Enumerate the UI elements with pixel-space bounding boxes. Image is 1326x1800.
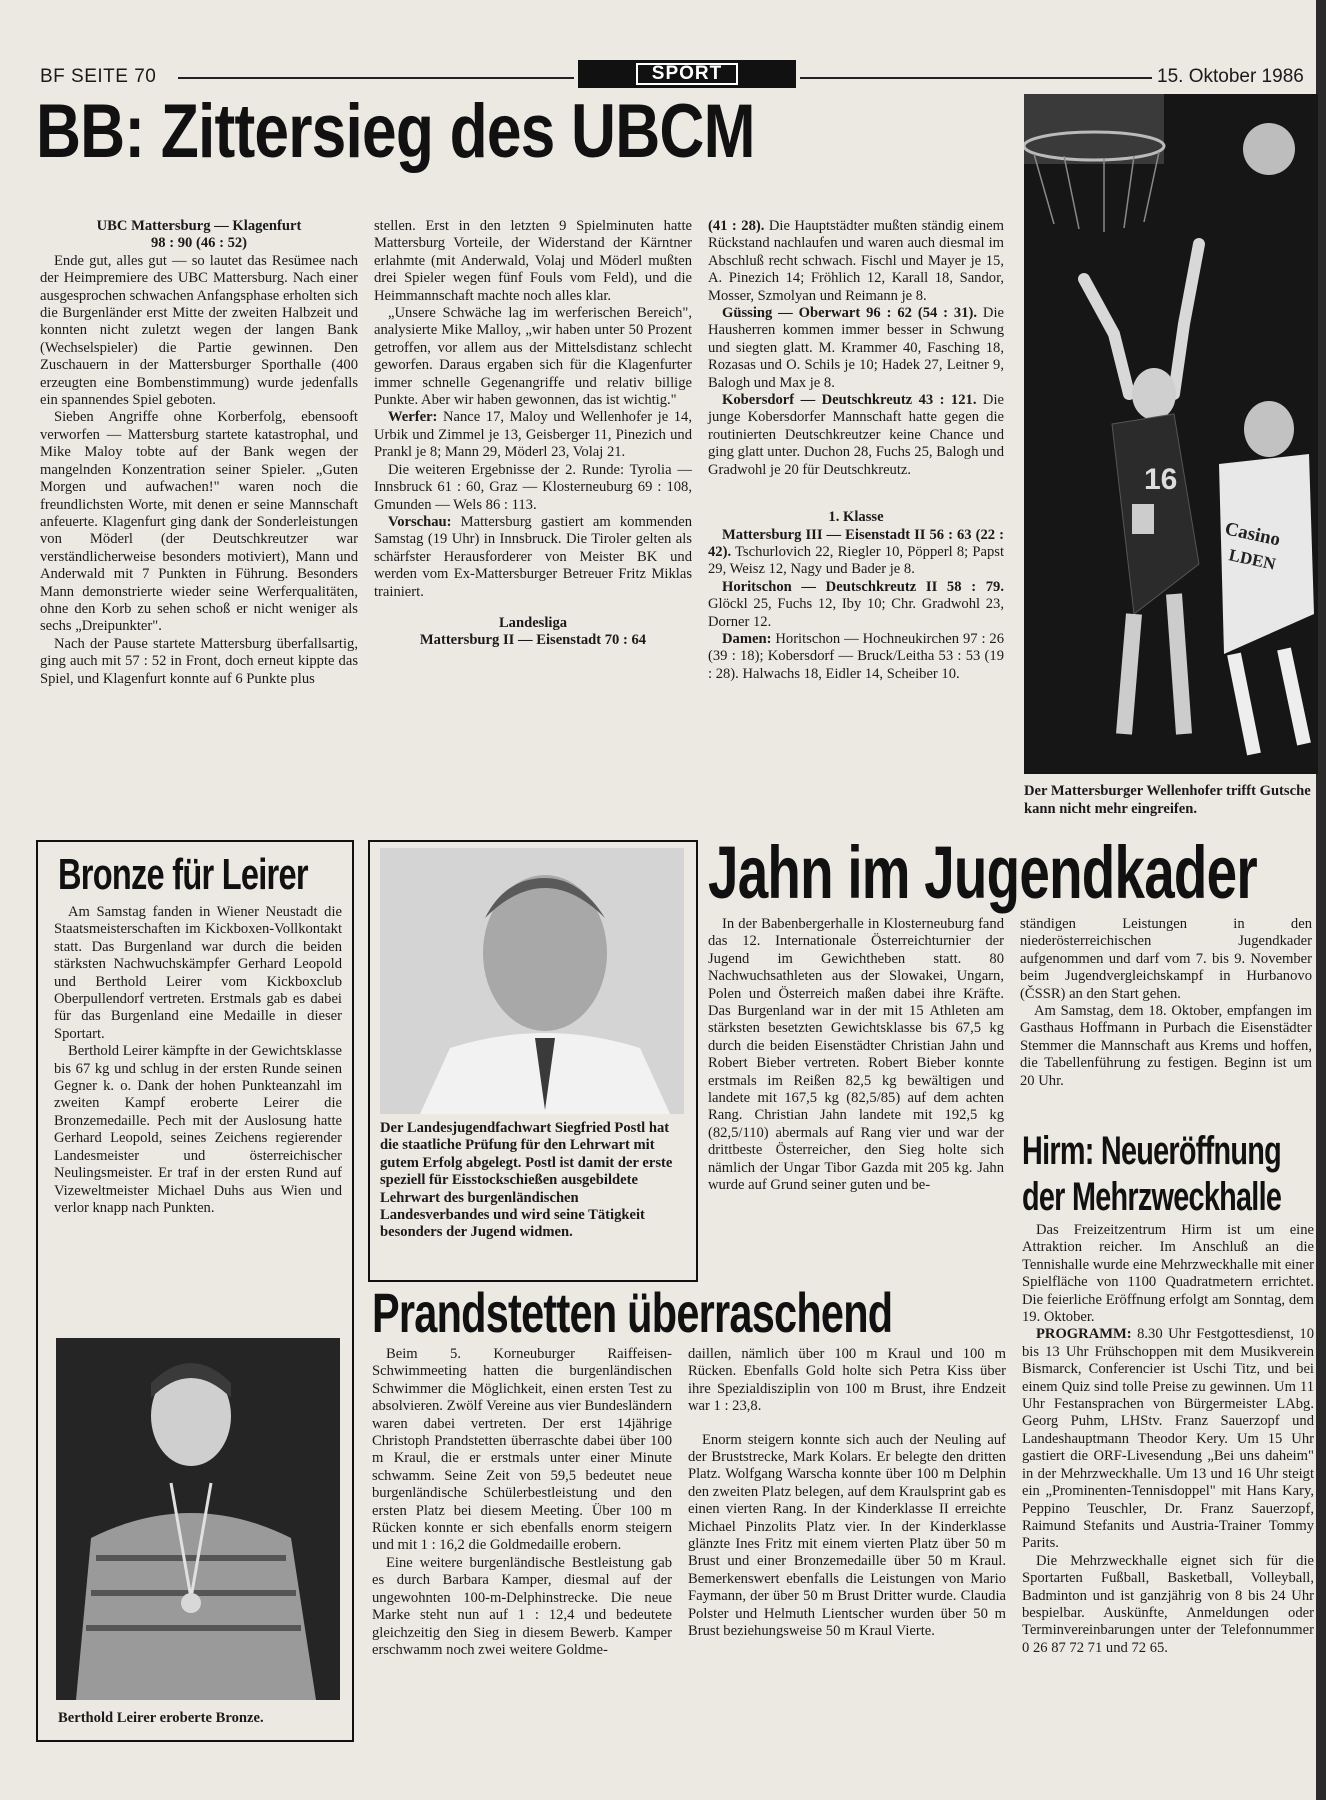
guessing-result: Güssing — Oberwart 96 : 62 (54 : 31). <box>722 305 978 322</box>
match-score: 98 : 90 (46 : 52) <box>150 235 248 252</box>
vorschau-label: Vorschau: <box>388 513 452 530</box>
issue-date: 15. Oktober 1986 <box>1157 66 1304 87</box>
prandstetten-headline: Prandstetten überraschend <box>372 1281 893 1344</box>
header-rule-right <box>800 77 1152 79</box>
guessing-text: Die Hausherren kommen immer besser in Schwung und siegten glatt. M. Krammer 40, Fasching 18, Rozasas und O. Schils je 10; Hadek 27, Leitner 9, Balogh und Max je 8. <box>708 305 1004 391</box>
postl-caption: Der Landesjugendfachwart Siegfried Postl hat die staatliche Prüfung für den Lehrwart mit gutem Erfolg abgelegt. Postl ist damit der erste speziell für Eisstockschießen ausgebildete Lehrwart des burgenländischen Landesverbandes und wird seine Tätigkeit besonders der Jugend widmen. <box>380 1120 673 1241</box>
header-rule-left <box>178 77 574 79</box>
vorschau-paragraph <box>374 514 692 601</box>
basketball-column-2 <box>374 218 692 650</box>
landesliga-halftime: (41 : 28). <box>708 218 765 234</box>
basketball-photo-caption: Der Mattersburger Wellenhofer trifft Gutsche kann nicht mehr eingreifen. <box>1024 783 1311 817</box>
prandstetten-column-1 <box>372 1346 672 1659</box>
basketball-paragraph: stellen. Erst in den letzten 9 Spielminuten hatte Mattersburg Vorteile, der Widerstand der Kärntner erlahmte (mit Anderwald, Volaj und Möderl mußten drei Spieler wegen fünf Fouls vom Feld), und die Heimmannschaft machte noch alles klar. <box>374 218 692 304</box>
prandstetten-paragraph: Eine weitere burgenländische Bestleistung gab es durch Barbara Kamper, diesmal auf der ungewohnten 100-m-Delphinstrecke. Die neue Marke steht nun auf 1 : 12,4 und bedeutete gleichzeitig den Sieg in diesem Bewerb. Kamper erschwamm noch zwei weitere Goldme- <box>372 1554 672 1658</box>
hirm-headline-line-1: Hirm: Neueröffnung <box>1022 1129 1282 1173</box>
programm-label: PROGRAMM: <box>1036 1326 1132 1343</box>
klasse-result-1: Mattersburg III — Eisenstadt II 56 : 63 (22 : 42). <box>708 526 1004 560</box>
section-label <box>578 60 796 88</box>
jersey-number: 16 <box>1144 463 1178 496</box>
vorschau-text: Mattersburg gastiert am kommenden Samstag (19 Uhr) in Innsbruck. Die Tiroler gelten als schärfster Herausforderer von Meister BK und werden vom Ex-Mattersburger Betreuer Fritz Miklas trainiert. <box>374 513 692 600</box>
damen-label: Damen: <box>722 630 772 647</box>
basketball-paragraph: Ende gut, alles gut — so lautet das Resümee nach der Heimpremiere des UBC Mattersburg. Nach einer ausgesprochen schwachen Anfangsphase erholten sich die Burgenländer erst Mitte der zweiten Halbzeit und konnten nicht zuletzt wegen der langen Bank (Wechselspieler) die Partie gewinnen. Den Zuschauern in der Mattersburger Sporthalle (400 erzeugten eine Bombenstimmung) wurde jedenfalls ein spannendes Spiel geboten. <box>40 252 358 409</box>
basketball-column-3 <box>708 218 1004 683</box>
page-number: BF SEITE 70 <box>40 66 157 87</box>
basketball-paragraph: „Unsere Schwäche lag im werferischen Bereich", analysierte Mike Malloy, „wir haben unter 50 Prozent getroffen, vor allem aus der Mittelsdistanz schlecht geworfen. Daraus ergaben sich für die Klagenfurter immer schnelle Gegenangriffe und relativ billige Punkte. Aber wir haben gewonnen, das ist wichtig." <box>374 305 692 409</box>
jersey-sponsor-2: LDEN <box>1227 545 1278 574</box>
hirm-paragraph: Die Mehrzweckhalle eignet sich für die Sportarten Fußball, Basketball, Volleyball, Badminton und ist ganzjährig von 8 bis 24 Uhr bespielbar. Auskünfte, Anmeldungen oder Terminvereinbarungen unter der Telefonnummer 0 26 87 72 71 und 72 65. <box>1022 1552 1314 1656</box>
klasse-text-1: Tschurlovich 22, Riegler 10, Pöpperl 8; Papst 29, Weisz 12, Nagy und Bader je 8. <box>708 543 1004 578</box>
klasse-result-2: Horitschon — Deutschkreutz II 58 : 79. <box>722 578 1004 595</box>
leirer-photo-illustration <box>56 1338 340 1700</box>
prandstetten-paragraph: daillen, nämlich über 100 m Kraul und 100 m Rücken. Ebenfalls Gold holte sich Petra Kiss über ihre Spezialdisziplin von 100 m Brust, ihre Endzeit war 1 : 23,8. <box>688 1346 1006 1415</box>
section-label-text: SPORT <box>636 63 738 85</box>
hirm-paragraph: Das Freizeitzentrum Hirm ist um eine Attraktion reicher. Im Anschluß an die Tennishalle wurde eine Mehrzweckhalle mit einer Spielfläche von 1100 Quadratmetern errichtet. Die feierliche Eröffnung erfolgt am Sonntag, dem 19. Oktober. <box>1022 1222 1314 1326</box>
hirm-headline-line-2: der Mehrzweckhalle <box>1022 1175 1282 1219</box>
match-title: UBC Mattersburg — Klagenfurt <box>96 218 302 234</box>
klasse-text-2: Glöckl 25, Fuchs 12, Iby 10; Chr. Gradwohl 23, Dorner 12. <box>708 596 1004 630</box>
programm-text: 8.30 Uhr Festgottesdienst, 10 bis 13 Uhr Frühschoppen mit dem Musikverein Bismarck, Conferencier ist Uschi Titz, und bei einem Quiz sind tolle Preise zu gewinnen. Um 11 Uhr Festansprachen von Bürgermeister LAbg. Georg Puhm, LHStv. Franz Sauerzopf und Landeshauptmann Theodor Kery. Um 15 Uhr gastiert die ORF-Livesendung „Bei uns daheim" in der Mehrzweckhalle. Um 13 und 16 Uhr steigt ein „Prominenten-Tennisdoppel" mit Hans Kary, Peppino Teuschler, Dr. Franz Sauerzopf, Raimund Stefanits und Austria-Trainer Tommy Parits. <box>1022 1326 1314 1552</box>
basketball-paragraph: Sieben Angriffe ohne Korberfolg, ebensooft verworfen — Mattersburg startete katastrophal, und Mike Maloy tobte auf der Bank wegen der mangelnden Konzentration seiner Spieler. „Guten Morgen und aufwachen!" waren noch die freundlichsten Worte, mit denen er seine Mannschaft anfeuerte. Klagenfurt ging dank der Sonderleistungen von Möderl (der Deutschkreutzer war verständlicherweise besonders motiviert), Mann und Anderwald mit 7 Punkten in Führung. Besonders Mann demonstrierte wieder seine Werferqualitäten, ohne den Korb zu sehen schoß er nicht weniger als sechs „Dreipunkter". <box>40 409 358 635</box>
basketball-paragraph: Nach der Pause startete Mattersburg überfallsartig, ging auch mit 57 : 52 in Front, doch erneut kippte das Spiel, und Klagenfurt konnte auf 6 Punkte plus <box>40 635 358 687</box>
kobersdorf-result: Kobersdorf — Deutschkreutz 43 : 121. <box>722 392 977 409</box>
jahn-paragraph: ständigen Leistungen in den niederösterreichischen Jugendkader aufgenommen und darf vom 7. bis 9. November beim Jugendvergleichskampf in Hurbanovo (ČSSR) an den Start gehen. <box>1020 916 1312 1002</box>
weitere-results: Die weiteren Ergebnisse der 2. Runde: Tyrolia — Innsbruck 61 : 60, Graz — Klosterneuburg 69 : 108, Gmunden — Wels 86 : 113. <box>374 461 692 513</box>
leirer-photo <box>56 1338 340 1700</box>
basketball-photo <box>1024 94 1318 774</box>
jersey-sponsor: Casino <box>1222 518 1283 551</box>
leirer-photo-caption: Berthold Leirer eroberte Bronze. <box>58 1710 264 1726</box>
bronze-paragraph: Berthold Leirer kämpfte in der Gewichtsklasse bis 67 kg und schlug in der ersten Runde seinen Gegner k. o. Dank der hohen Punkteanzahl im zweiten Kampf eroberte Leirer die Bronzemedaille. Pech mit der Auslosung hatte Gerhard Leopold, seines Zeichens regierender Landesmeister und österreichischer Neulingsmeister. Er traf in der ersten Rund auf Vizeweltmeister Michael Duhs aus Wien und verlor knapp nach Punkten. <box>54 1043 342 1216</box>
damen-text: Horitschon — Hochneukirchen 97 : 26 (39 : 18); Kobersdorf — Bruck/Leitha 53 : 53 (19 : 28). Halwachs 18, Eidler 14, Scheiber 10. <box>708 630 1004 682</box>
landesliga-match: Mattersburg II — Eisenstadt 70 : 64 <box>419 632 647 649</box>
klasse-heading: 1. Klasse <box>828 509 884 526</box>
basketball-headline: BB: Zittersieg des UBCM <box>36 89 755 174</box>
jahn-column-2 <box>1020 916 1312 1090</box>
jahn-column-1 <box>708 916 1004 1195</box>
jahn-headline: Jahn im Jugendkader <box>708 831 1257 914</box>
hirm-text <box>1022 1222 1314 1657</box>
jahn-paragraph: In der Babenbergerhalle in Klosterneuburg fand das 12. Internationale Österreichturnier der Jugend im Gewichtheben statt. 80 Nachwuchsathleten aus der Slowakei, Ungarn, Polen und Österreich maßen dabei ihre Kräfte. Das Burgenland war in der mit 15 Athleten am stärksten besetzten Gewichtsklasse bis 67,5 kg durch die beiden Eisenstädter Christian Jahn und Robert Bieber vertreten. Robert Bieber konnte erstmals im Reißen 82,5 kg bewältigen und landete mit 167,5 kg (82,5/85) auf dem achten Rang. Christian Jahn landete mit 192,5 kg (82,5/110) abermals auf Rang vier und war der drittbeste Österreicher, den Sieg holte sich nämlich der Ungar Tibor Gazda mit 205 kg. Jahn wurde auf Grund seiner guten und be- <box>708 916 1004 1194</box>
prandstetten-column-2 <box>688 1346 1006 1641</box>
landesliga-text: Die Hauptstädter mußten ständig einem Rückstand nachlaufen und waren auch diesmal im Abschluß recht schwach. Fischl und Mayer je 15, A. Pinezich 14; Fröhlich 12, Karall 18, Sandor, Mosser, Szmolyan und Reimann je 8. <box>708 218 1004 304</box>
postl-photo <box>380 848 684 1114</box>
prandstetten-paragraph: Beim 5. Korneuburger Raiffeisen-Schwimmeeting hatten die burgenländischen Schwimmer die Möglichkeit, einen ersten Test zu absolvieren. Zwölf Vereine aus vier Bundesländern waren dabei vertreten. Der erst 14jährige Christoph Prandstetten überraschte dabei über 100 m Kraul, die er erstmals unter einer Minute schwamm. Seine Zeit von 59,5 bedeutet neue burgenländische Schülerbestleistung und den ersten Platz bei diesem Meeting. Über 100 m Rücken konnte er sich ebenfalls enorm steigern und mit 1 : 16,2 die Goldmedaille erobern. <box>372 1346 672 1554</box>
landesliga-heading: Landesliga <box>498 614 568 631</box>
basketball-column-1 <box>40 218 358 688</box>
bronze-text <box>54 904 342 1217</box>
prandstetten-paragraph: Enorm steigern konnte sich auch der Neuling auf der Bruststrecke, Mark Kolars. Er belegte den dritten Platz. Wolfgang Warscha konnte über 100 m Delphin den zweiten Platz belegen, auf dem Kraulsprint gab es einen vierten Rang. In der Kinderklasse II erreichte Michael Pinzolits Platz vier. In der Kinderklasse glänzte Ines Fritz mit einem vierten Platz über 50 m Brust und einer Bronzemedaille über 50 m Kraul. Bemerkenswert ebenfalls die Leistungen von Mario Faymann, der über 50 m Brust Dritter wurde. Claudia Polster und Helmuth Lientscher wurden über 50 m Brust beziehungsweise 50 m Kraul Vierte. <box>688 1431 1006 1640</box>
basketball-photo-illustration <box>1024 94 1318 774</box>
werfer-paragraph <box>374 409 692 461</box>
werfer-text: Nance 17, Maloy und Wellenhofer je 14, Urbik und Zimmel je 13, Geisberger 11, Pinezich und Prankl je 8; Mann 29, Möderl 23, Volaj 21. <box>374 409 692 461</box>
jahn-paragraph: Am Samstag, dem 18. Oktober, empfangen im Gasthaus Hoffmann in Purbach die Eisenstädter Stemmer die Mannschaft aus Krems und hoffen, die Tabellenführung zu festigen. Beginn ist um 20 Uhr. <box>1020 1003 1312 1089</box>
werfer-label: Werfer: <box>388 409 438 426</box>
kobersdorf-text: Die junge Kobersdorfer Mannschaft hatte gegen die routinierten Deutschkreutzer keine Chance und ging glatt unter. Duchon 28, Fuchs 25, Balogh und Gradwohl je 20 für Deutschkreutz. <box>708 392 1004 478</box>
bronze-paragraph: Am Samstag fanden in Wiener Neustadt die Staatsmeisterschaften im Kickboxen-Vollkontakt statt. Das Burgenland war durch die beiden stärksten Nachwuchskämpfer Gerhard Leopold und Berthold Leirer vom Kickboxclub Oberpullendorf vertreten. Erstmals gab es dabei für das Burgenland eine Medaille in dieser Sportart. <box>54 904 342 1042</box>
hirm-headline <box>1022 1128 1281 1220</box>
postl-photo-illustration <box>380 848 684 1114</box>
bronze-headline: Bronze für Leirer <box>58 850 308 899</box>
